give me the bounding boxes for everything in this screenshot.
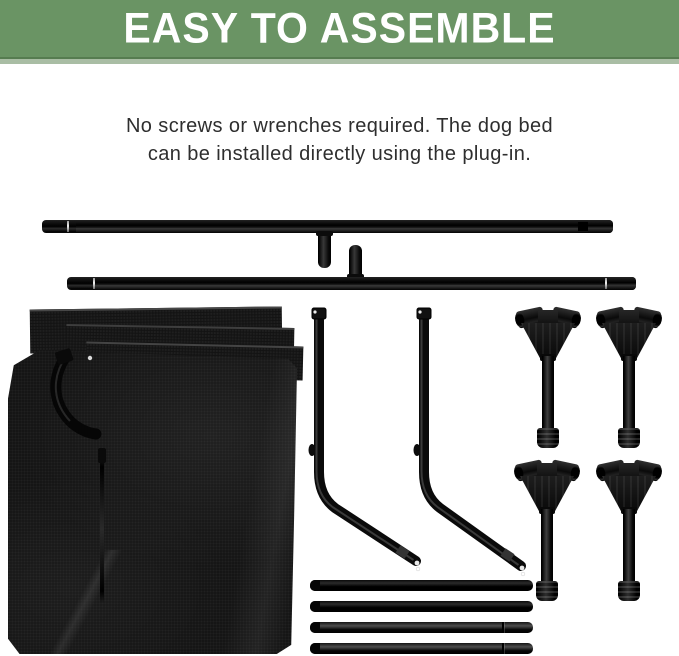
header-banner	[0, 0, 679, 64]
corner-leg-top-left	[517, 306, 579, 448]
top-crossbar-plug-connector	[318, 231, 331, 268]
description-line-1: No screws or wrenches required. The dog bed	[125, 115, 554, 137]
leg-foot	[618, 581, 640, 601]
top-crossbar-plug-collar	[316, 231, 333, 236]
bottom-crossbar-right-joint-highlight	[605, 278, 607, 289]
leg-shaft	[623, 356, 635, 432]
leg-foot	[618, 428, 640, 448]
top-crossbar-joint-highlight	[67, 221, 69, 232]
description-text	[0, 112, 679, 168]
pole-end-cap	[310, 601, 320, 612]
leg-foot	[537, 428, 559, 448]
pole-end-cap	[310, 580, 320, 591]
leg-shaft	[541, 509, 553, 585]
bottom-crossbar-right-cap	[608, 277, 636, 290]
bent-tube-right	[414, 308, 525, 576]
pole-end-cap	[310, 643, 320, 654]
short-pole-1	[310, 580, 533, 591]
bent-tube-left	[309, 308, 420, 571]
fabric-strap	[8, 308, 297, 654]
top-crossbar-right-cap	[588, 220, 613, 233]
pole-joint-seam	[502, 622, 504, 633]
short-pole-4	[310, 643, 533, 654]
header-banner-background	[0, 0, 679, 59]
short-pole-3	[310, 622, 533, 633]
bottom-crossbar-plug-connector	[349, 245, 362, 279]
fabric-bed-cover	[8, 308, 297, 654]
pole-joint-seam	[502, 643, 504, 654]
corner-leg-bottom-right	[598, 459, 660, 601]
page-title: EASY TO ASSEMBLE	[123, 4, 556, 52]
leg-shaft	[623, 509, 635, 585]
pole-end-cap	[310, 622, 320, 633]
bottom-crossbar-joint-highlight	[93, 278, 95, 289]
bottom-crossbar	[67, 277, 636, 290]
top-crossbar-left-cap	[42, 221, 76, 232]
bottom-crossbar-left-cap	[67, 278, 95, 289]
bent-side-tubes	[295, 300, 540, 585]
header-banner-accent-strip	[0, 59, 679, 64]
leg-foot	[536, 581, 558, 601]
corner-leg-top-right	[598, 306, 660, 448]
leg-shaft	[542, 356, 554, 432]
short-pole-2	[310, 601, 533, 612]
description-line-2: can be installed directly using the plug-in.	[147, 143, 532, 165]
